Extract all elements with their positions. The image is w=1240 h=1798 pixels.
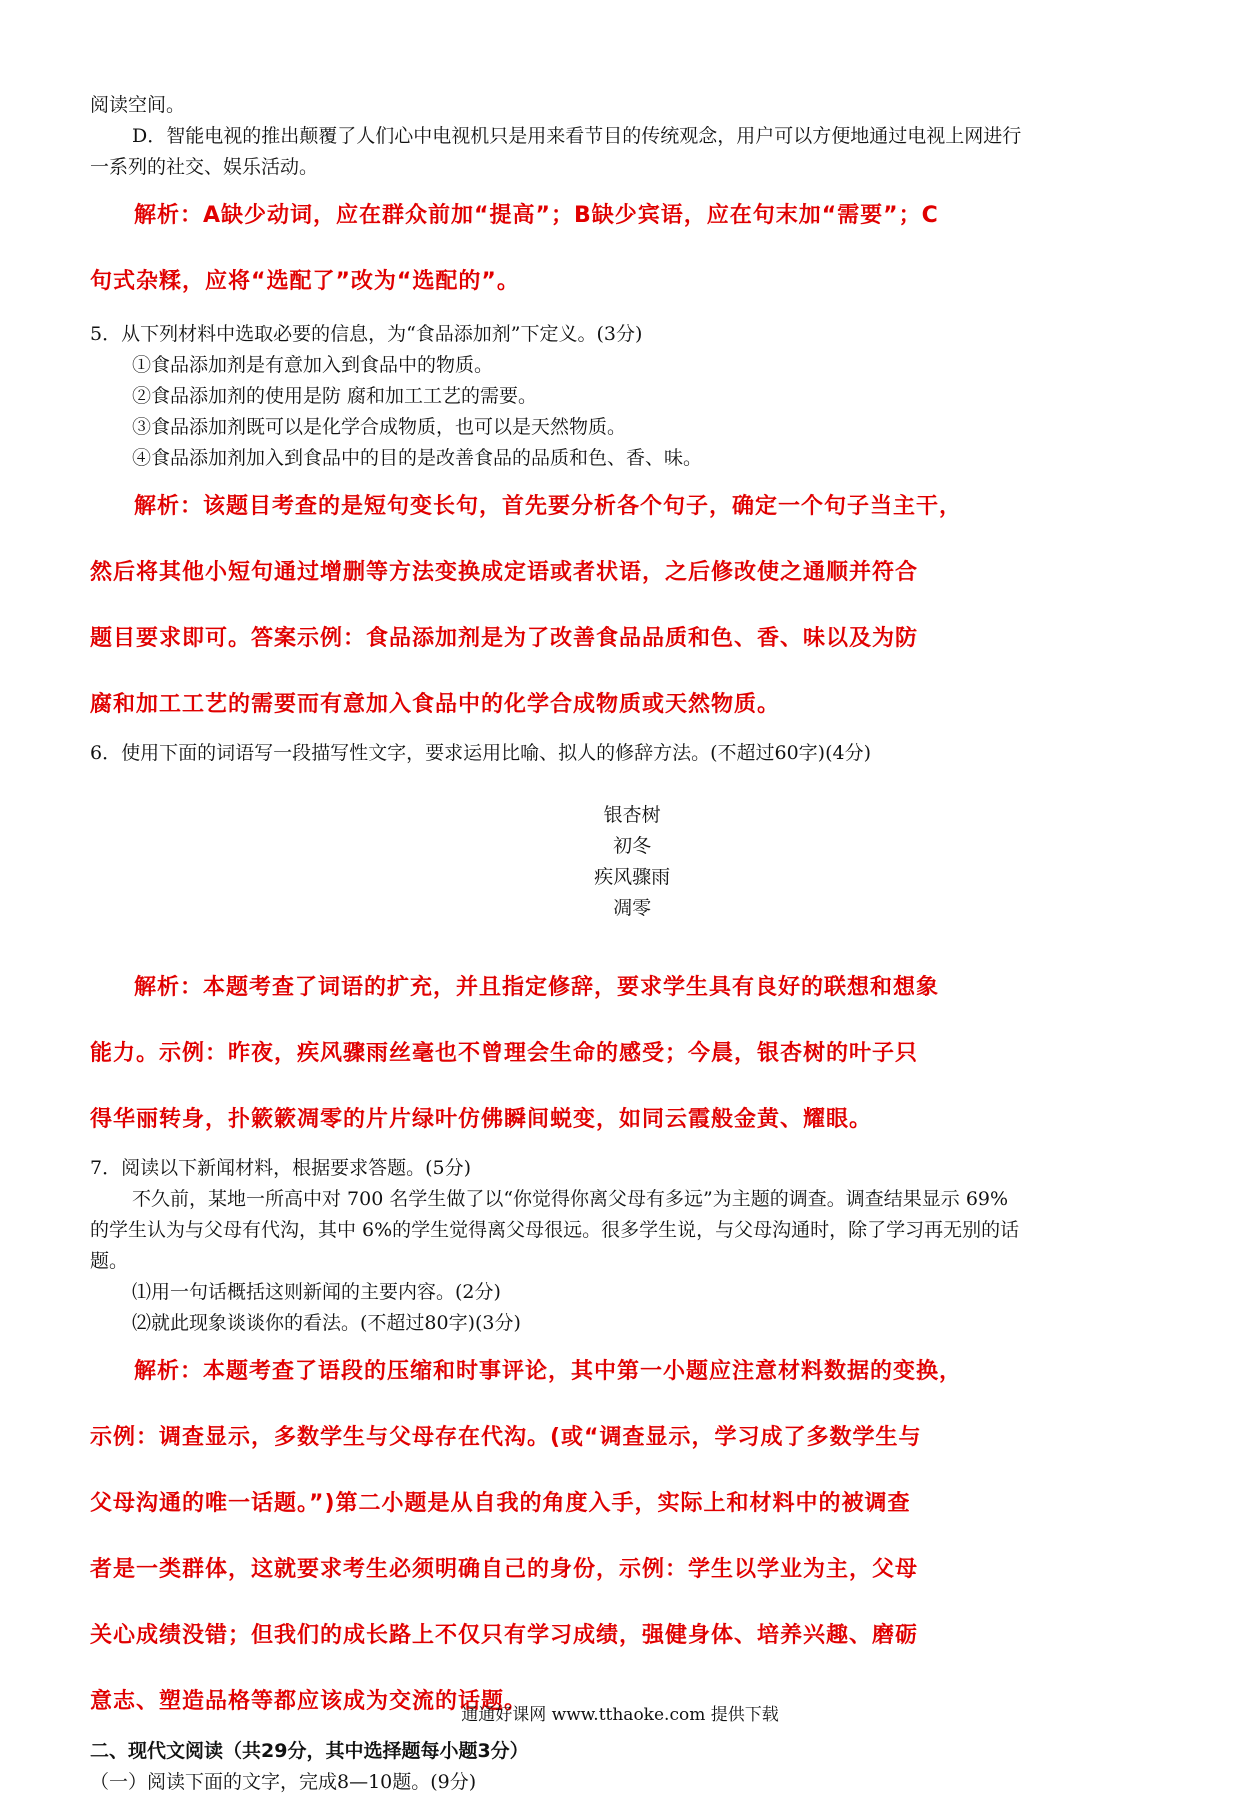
- document-page: [90, 90, 1150, 1798]
- page-footer: 通通好课网 www.tthaoke.com 提供下载: [461, 1705, 779, 1725]
- analysis-line: 示例：调查显示，多数学生与父母存在代沟。(或“调查显示，学习成了多数学生与: [90, 1425, 922, 1450]
- question-5-item: ③食品添加剂既可以是化学合成物质，也可以是天然物质。: [132, 416, 627, 438]
- question-7-stem: 7．阅读以下新闻材料，根据要求答题。(5分): [90, 1157, 472, 1179]
- word: 疾风骤雨: [594, 866, 671, 888]
- question-5-stem: 5．从下列材料中选取必要的信息，为“食品添加剂”下定义。(3分): [90, 323, 643, 345]
- question-7-material: 不久前，某地一所高中对 700 名学生做了以“你觉得你离父母有多远”为主题的调查。调查结果显示 69%: [132, 1188, 1009, 1210]
- analysis-line: 关心成绩没错；但我们的成长路上不仅只有学习成绩，强健身体、培养兴趣、磨砺: [90, 1623, 919, 1648]
- word: 初冬: [613, 835, 652, 857]
- analysis-line: 解析：该题目考查的是短句变长句，首先要分析各个句子，确定一个句子当主干，: [134, 494, 963, 519]
- analysis-line: 者是一类群体，这就要求考生必须明确自己的身份，示例：学生以学业为主，父母: [90, 1557, 919, 1582]
- question-5-item: ④食品添加剂加入到食品中的目的是改善食品的品质和色、香、味。: [132, 447, 703, 469]
- section-heading: 二、现代文阅读（共29分，其中选择题每小题3分）: [90, 1740, 529, 1762]
- analysis-line: 父母沟通的唯一话题。”)第二小题是从自我的角度入手，实际上和材料中的被调查: [90, 1491, 911, 1516]
- question-5-item: ②食品添加剂的使用是防 腐和加工工艺的需要。: [132, 385, 538, 407]
- option-d: D．智能电视的推出颠覆了人们心中电视机只是用来看节目的传统观念，用户可以方便地通过电视上网进行: [132, 125, 1022, 147]
- analysis-line: 意志、塑造品格等都应该成为交流的话题。: [90, 1689, 528, 1714]
- question-7-sub: ⑵就此现象谈谈你的看法。(不超过80字)(3分): [132, 1312, 521, 1334]
- text-line: 一系列的社交、娱乐活动。: [90, 156, 319, 178]
- analysis-line: 然后将其他小短句通过增删等方法变换成定语或者状语，之后修改使之通顺并符合: [90, 560, 919, 585]
- analysis-line: 解析：本题考查了词语的扩充，并且指定修辞，要求学生具有良好的联想和想象: [134, 975, 940, 1000]
- section-subheading: （一）阅读下面的文字，完成8—10题。(9分): [90, 1771, 477, 1793]
- word: 凋零: [613, 897, 652, 919]
- question-6-stem: 6．使用下面的词语写一段描写性文字，要求运用比喻、拟人的修辞方法。(不超过60字)(4分): [90, 742, 872, 764]
- analysis-line: 题目要求即可。答案示例：食品添加剂是为了改善食品品质和色、香、味以及为防: [90, 626, 919, 651]
- analysis-line: 腐和加工工艺的需要而有意加入食品中的化学合成物质或天然物质。: [90, 692, 781, 717]
- question-7-material: 题。: [90, 1250, 129, 1272]
- analysis-line: 解析：A缺少动词，应在群众前加“提高”；B缺少宾语，应在句末加“需要”；C: [134, 203, 939, 228]
- analysis-line: 能力。示例：昨夜，疾风骤雨丝毫也不曾理会生命的感受；今晨，银杏树的叶子只: [90, 1041, 919, 1066]
- question-5-item: ①食品添加剂是有意加入到食品中的物质。: [132, 354, 494, 376]
- question-7-sub: ⑴用一句话概括这则新闻的主要内容。(2分): [132, 1281, 501, 1303]
- word: 银杏树: [603, 804, 661, 826]
- analysis-line: 句式杂糅，应将“选配了”改为“选配的”。: [90, 269, 520, 294]
- text-line: 阅读空间。: [90, 94, 186, 116]
- analysis-line: 解析：本题考查了语段的压缩和时事评论，其中第一小题应注意材料数据的变换，: [134, 1359, 963, 1384]
- question-6-words: [90, 769, 1150, 955]
- question-7-material: 的学生认为与父母有代沟，其中 6%的学生觉得离父母很远。很多学生说，与父母沟通时，除了学习再无别的话: [90, 1219, 1020, 1241]
- analysis-line: 得华丽转身，扑簌簌凋零的片片绿叶仿佛瞬间蜕变，如同云霞般金黄、耀眼。: [90, 1107, 873, 1132]
